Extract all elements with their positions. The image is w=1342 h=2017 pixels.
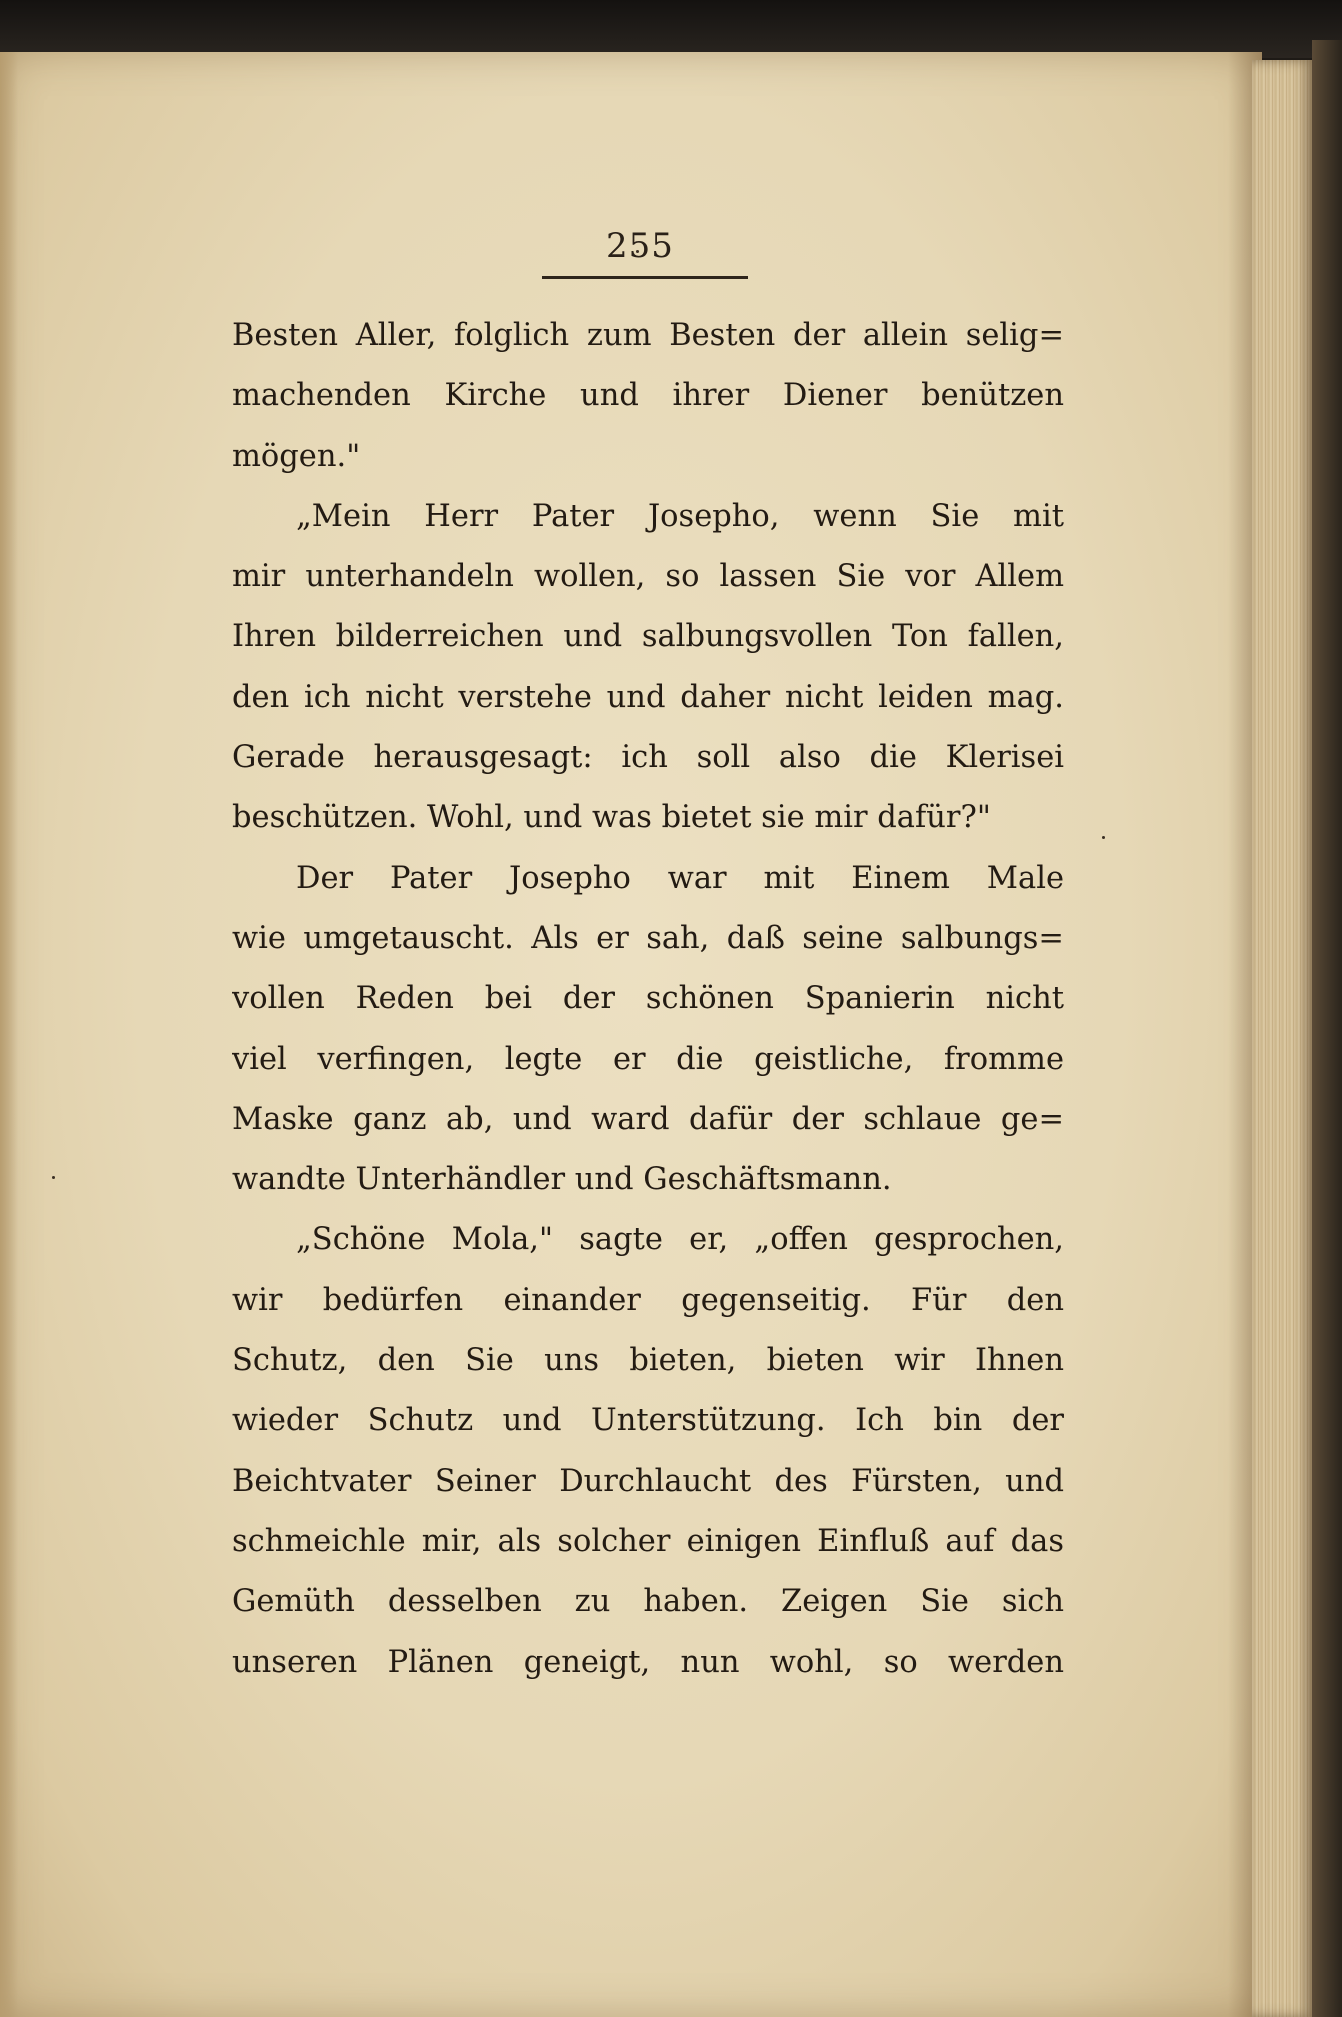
text-line: viel verfingen, legte er die geistliche, fromme	[232, 1041, 1064, 1077]
text-line: vollen Reden bei der schönen Spanierin nicht	[232, 981, 1064, 1017]
text-line: wie umgetauscht. Als er sah, daß seine salbungs=	[232, 920, 1064, 956]
paper-speck	[52, 1176, 55, 1179]
text-line: Beichtvater Seiner Durchlaucht des Fürsten, und	[232, 1463, 1064, 1499]
text-line: mir unterhandeln wollen, so lassen Sie vor Allem	[232, 559, 1064, 595]
text-line: Ihren bilderreichen und salbungsvollen Ton fallen,	[232, 619, 1064, 655]
page-left-edge	[0, 52, 18, 2017]
text-line: „Schöne Mola," sagte er, „offen gesprochen,	[296, 1222, 1064, 1258]
page-number: 255	[606, 226, 674, 266]
book-cover-edge	[1312, 40, 1342, 2017]
text-line: „Mein Herr Pater Josepho, wenn Sie mit	[296, 498, 1064, 534]
text-line: wir bedürfen einander gegenseitig. Für den	[232, 1282, 1064, 1318]
page-number-rule	[542, 276, 748, 279]
text-line: Besten Aller, folglich zum Besten der allein selig=	[232, 318, 1064, 353]
body-text	[232, 306, 1064, 1693]
scan-background-top	[0, 0, 1342, 58]
paper-speck	[1102, 836, 1105, 839]
text-line: Gerade herausgesagt: ich soll also die Klerisei	[232, 740, 1064, 776]
text-line: Maske ganz ab, und ward dafür der schlaue ge=	[232, 1101, 1064, 1137]
text-line: den ich nicht verstehe und daher nicht leiden mag.	[232, 679, 1064, 715]
text-line: Der Pater Josepho war mit Einem Male	[296, 860, 1064, 896]
text-line: Gemüth desselben zu haben. Zeigen Sie sich	[232, 1584, 1064, 1620]
text-line: wieder Schutz und Unterstützung. Ich bin der	[232, 1403, 1064, 1439]
text-line: Schutz, den Sie uns bieten, bieten wir Ihnen	[232, 1343, 1064, 1379]
text-line: mögen."	[232, 438, 361, 474]
text-line: unseren Plänen geneigt, nun wohl, so werden	[232, 1644, 1064, 1680]
text-line: beschützen. Wohl, und was bietet sie mir dafür?"	[232, 800, 991, 836]
text-line: machenden Kirche und ihrer Diener benützen	[232, 378, 1064, 414]
text-line: wandte Unterhändler und Geschäftsmann.	[232, 1162, 892, 1198]
text-line: schmeichle mir, als solcher einigen Einfluß auf das	[232, 1523, 1064, 1559]
page-stack-edge	[1252, 60, 1312, 2017]
